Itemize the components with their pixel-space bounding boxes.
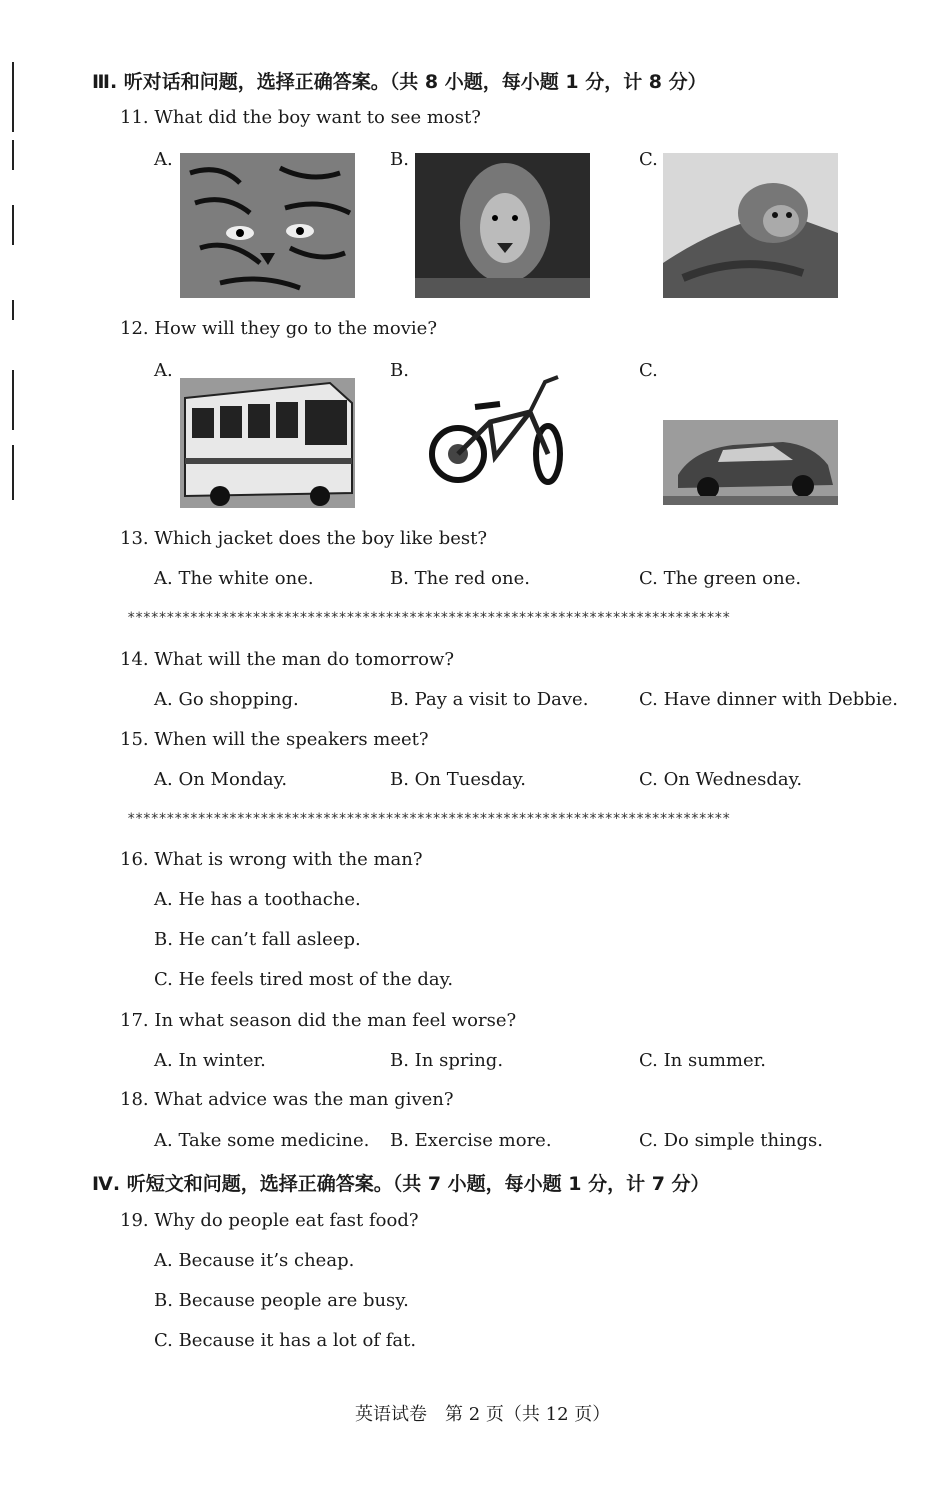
lion-photo (415, 153, 590, 298)
q12-option-c[interactable]: C. (639, 360, 658, 381)
q19-option-a[interactable]: A. Because it’s cheap. (154, 1250, 355, 1271)
q16-text: 16. What is wrong with the man? (120, 849, 423, 870)
q17-option-b[interactable]: B. In spring. (390, 1050, 504, 1071)
binding-line (12, 205, 14, 245)
q16-option-c[interactable]: C. He feels tired most of the day. (154, 969, 454, 990)
page-footer: 英语试卷 第 2 页（共 12 页） (355, 1404, 611, 1425)
q13-option-c[interactable]: C. The green one. (639, 568, 802, 589)
divider-stars: ***************************************************************************** (127, 610, 730, 626)
q18-option-b[interactable]: B. Exercise more. (390, 1130, 552, 1151)
q19-option-c[interactable]: C. Because it has a lot of fat. (154, 1330, 417, 1351)
q15-option-c[interactable]: C. On Wednesday. (639, 769, 803, 790)
q11-option-b[interactable]: B. (390, 149, 409, 170)
q19-text: 19. Why do people eat fast food? (120, 1210, 419, 1231)
q18-text: 18. What advice was the man given? (120, 1089, 454, 1110)
q14-text: 14. What will the man do tomorrow? (120, 649, 455, 670)
q14-option-a[interactable]: A. Go shopping. (154, 689, 299, 710)
q11-text: 11. What did the boy want to see most? (120, 107, 481, 128)
binding-line (12, 140, 14, 170)
bicycle-photo (420, 372, 570, 492)
q13-option-a[interactable]: A. The white one. (154, 568, 314, 589)
binding-line (12, 300, 14, 320)
q17-option-c[interactable]: C. In summer. (639, 1050, 766, 1071)
bus-photo (180, 378, 355, 508)
q15-option-a[interactable]: A. On Monday. (154, 769, 288, 790)
q18-option-c[interactable]: C. Do simple things. (639, 1130, 823, 1151)
binding-line (12, 370, 14, 430)
monkey-photo (663, 153, 838, 298)
q11-option-c[interactable]: C. (639, 149, 658, 170)
q17-option-a[interactable]: A. In winter. (154, 1050, 266, 1071)
q12-text: 12. How will they go to the movie? (120, 318, 437, 339)
q12-option-a[interactable]: A. (154, 360, 173, 381)
q14-option-b[interactable]: B. Pay a visit to Dave. (390, 689, 589, 710)
divider-stars: ***************************************************************************** (127, 811, 730, 827)
q18-option-a[interactable]: A. Take some medicine. (154, 1130, 370, 1151)
q12-option-b[interactable]: B. (390, 360, 409, 381)
q15-option-b[interactable]: B. On Tuesday. (390, 769, 526, 790)
tiger-photo (180, 153, 355, 298)
binding-line (12, 445, 14, 500)
q16-option-a[interactable]: A. He has a toothache. (154, 889, 361, 910)
binding-line (12, 62, 14, 132)
q11-option-a[interactable]: A. (154, 149, 173, 170)
section3-title: Ⅲ. 听对话和问题，选择正确答案。（共 8 小题，每小题 1 分，计 8 分） (92, 71, 707, 93)
q17-text: 17. In what season did the man feel worse? (120, 1010, 517, 1031)
q19-option-b[interactable]: B. Because people are busy. (154, 1290, 409, 1311)
car-photo (663, 420, 838, 505)
q14-option-c[interactable]: C. Have dinner with Debbie. (639, 689, 898, 710)
q13-text: 13. Which jacket does the boy like best? (120, 528, 488, 549)
q15-text: 15. When will the speakers meet? (120, 729, 429, 750)
q13-option-b[interactable]: B. The red one. (390, 568, 530, 589)
q16-option-b[interactable]: B. He can’t fall asleep. (154, 929, 361, 950)
section4-title: Ⅳ. 听短文和问题，选择正确答案。（共 7 小题，每小题 1 分，计 7 分） (92, 1173, 710, 1195)
